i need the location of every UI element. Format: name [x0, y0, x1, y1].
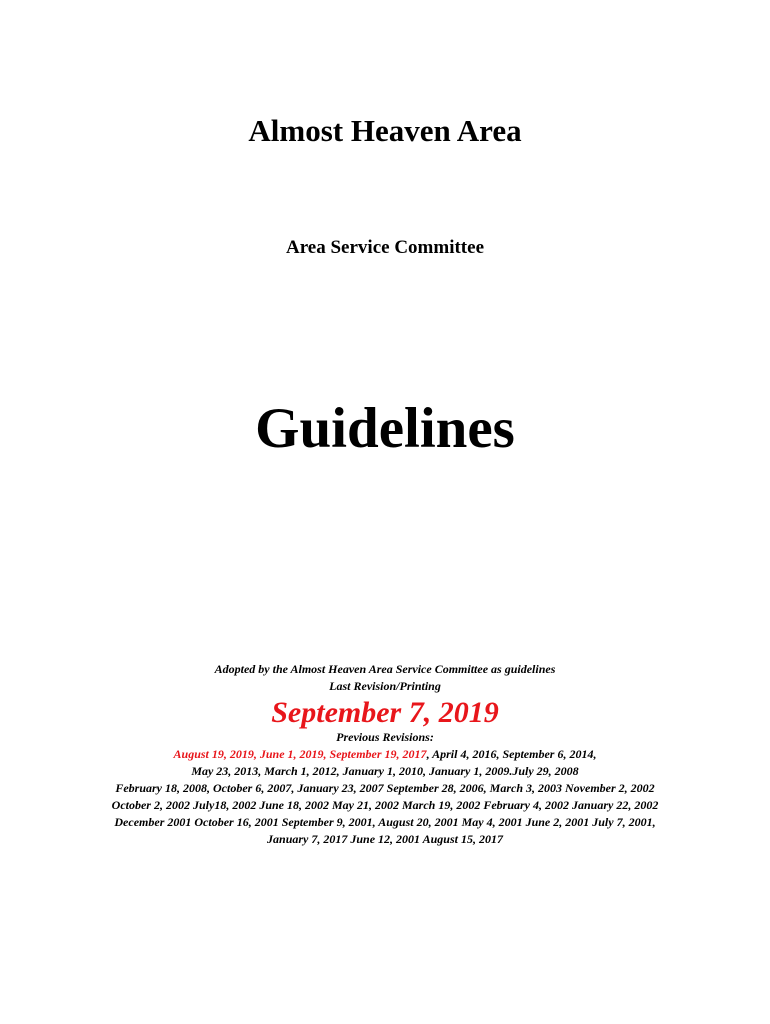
- document-title: Almost Heaven Area: [248, 113, 522, 148]
- adoption-statement: [0, 661, 770, 695]
- document-heading: Guidelines: [255, 397, 515, 460]
- previous-revisions-label: Previous Revisions:: [336, 730, 434, 744]
- last-revision-label: Last Revision/Printing: [329, 679, 441, 693]
- revision-line-4: October 2, 2002 July18, 2002 June 18, 2002 May 21, 2002 March 19, 2002 February 4, 2002 January 22, 2002: [111, 798, 659, 812]
- previous-revisions-block: [0, 729, 770, 848]
- revision-line-5: December 2001 October 16, 2001 September 9, 2001, August 20, 2001 May 4, 2001 June 2, 2001 July 7, 2001,: [114, 815, 656, 829]
- document-subtitle: Area Service Committee: [286, 237, 484, 258]
- revision-line-1-older: , April 4, 2016, September 6, 2014,: [426, 747, 597, 761]
- current-revision-date: September 7, 2019: [271, 696, 499, 729]
- revision-line-2: May 23, 2013, March 1, 2012, January 1, 2010, January 1, 2009.July 29, 2008: [191, 764, 579, 778]
- revision-line-1-recent: August 19, 2019, June 1, 2019, September 19, 2017: [173, 747, 427, 761]
- revision-line-3: February 18, 2008, October 6, 2007, January 23, 2007 September 28, 2006, March 3, 2003 November 2, 2002: [115, 781, 655, 795]
- adopted-line: Adopted by the Almost Heaven Area Service Committee as guidelines: [214, 662, 556, 676]
- revision-line-1: [0, 746, 770, 763]
- revision-line-6: January 7, 2017 June 12, 2001 August 15, 2017: [267, 832, 503, 846]
